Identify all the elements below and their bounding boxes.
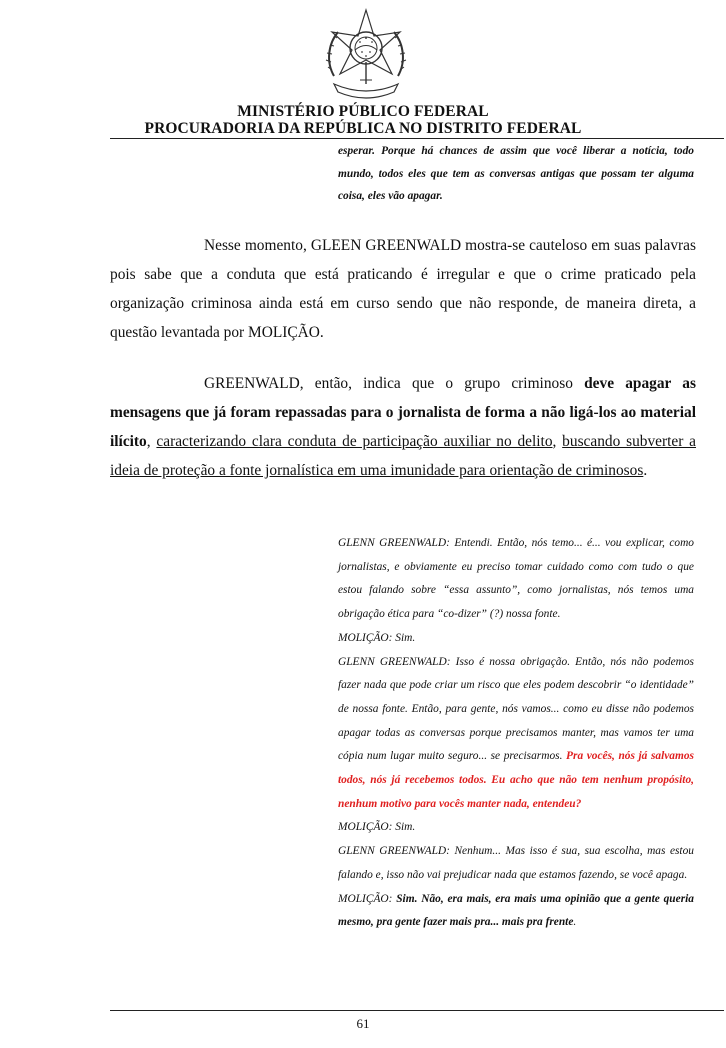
quote-1-text: esperar. Porque há chances de assim que você liberar a notícia, todo mundo, todos eles que tem as conversas antigas que possam ter alguma coisa, eles vão apagar.	[338, 145, 694, 202]
paragraph-1	[110, 231, 696, 347]
quote-2-line-4: MOLIÇÃO: Sim.	[338, 821, 416, 834]
paragraph-2-part-2: ,	[146, 433, 157, 450]
institution-name: MINISTÉRIO PÚBLICO FEDERAL	[237, 103, 489, 120]
quote-2-line-6: MOLIÇÃO:	[338, 892, 397, 905]
paragraph-2-part-4: .	[643, 462, 648, 479]
transcript-quote-2	[338, 532, 694, 935]
paragraph-2-underline-2: buscando subverter a ideia de proteção a fonte jornalística em uma imunidade para orientação de criminosos	[110, 433, 696, 479]
quote-2-line-1: GLENN GREENWALD: Entendi. Então, nós temo... é... vou explicar, como jornalistas, e obviamente eu preciso tomar cuidado como com tudo o que estou falando sobre “essa assunto”, como jornalistas, nós temos uma obrigação ética para “co-dizer” (?) nossa fonte.	[338, 537, 694, 621]
paragraph-1-text: Nesse momento, GLEEN GREENWALD mostra-se cauteloso em suas palavras pois sabe que a conduta que está praticando é irregular e que o crime praticado pela organização criminosa ainda está em curso sendo que não responde, de maneira direta, a questão levantada por MOLIÇÃO.	[110, 237, 696, 341]
office-name: PROCURADORIA DA REPÚBLICA NO DISTRITO FEDERAL	[144, 120, 582, 137]
quote-2-line-3: GLENN GREENWALD: Isso é nossa obrigação. Então, nós não podemos fazer nada que pode criar um risco que eles podem descobrir “o identidade” de nossa fonte. Então, para gente, nós vamos... como eu disse não podemos apagar todas as conversas porque precisamos manter, mas vamos ter uma cópia num lugar muito seguro... se precisarmos.	[338, 655, 694, 763]
paragraph-2-underline-1: caracterizando clara conduta de participação auxiliar no delito	[156, 433, 553, 450]
quote-2-line-6-bold: Sim. Não, era mais, era mais uma opinião que a gente queria mesmo, pra gente fazer mais pra... mais pra frente	[338, 892, 694, 929]
quote-2-line-2: MOLIÇÃO: Sim.	[338, 631, 416, 644]
paragraph-2-part-1: GREENWALD, então, indica que o grupo criminoso	[204, 375, 585, 392]
page-number: 61	[356, 1016, 370, 1031]
paragraph-2	[110, 369, 696, 485]
quote-2-highlight: Pra vocês, nós já salvamos todos, nós já recebemos todos. Eu acho que não tem nenhum propósito, nenhum motivo para vocês manter nada, entendeu?	[338, 750, 694, 810]
brazil-coat-of-arms-icon	[320, 6, 412, 102]
quote-2-line-5: GLENN GREENWALD: Nenhum... Mas isso é sua, sua escolha, mas estou falando e, isso não vai prejudicar nada que estamos fazendo, se você apaga.	[338, 845, 694, 881]
transcript-quote-1	[338, 140, 694, 208]
header-divider	[110, 138, 724, 139]
paragraph-2-part-3: ,	[552, 433, 563, 450]
quote-2-line-6-end: .	[573, 916, 577, 929]
paragraph-2-bold: deve apagar as mensagens que já foram repassadas para o jornalista de forma a não ligá-los ao material ilícito	[110, 375, 696, 450]
footer-divider	[110, 1010, 724, 1011]
